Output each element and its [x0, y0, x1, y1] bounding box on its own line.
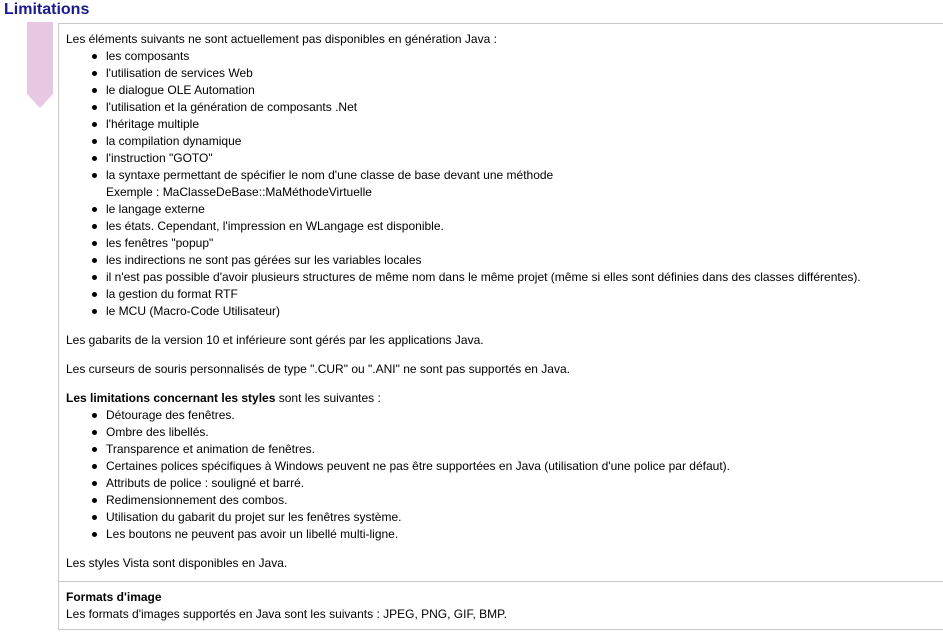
list-item: Les boutons ne peuvent pas avoir un libellé multi-ligne.: [106, 526, 943, 543]
list-item: Détourage des fenêtres.: [106, 407, 943, 424]
intro-text: Les éléments suivants ne sont actuellement pas disponibles en génération Java :: [66, 32, 497, 46]
list-item: les indirections ne sont pas gérées sur les variables locales: [106, 252, 943, 269]
cursors-note: Les curseurs de souris personnalisés de type ".CUR" ou ".ANI" ne sont pas supportés en Java.: [66, 362, 570, 376]
templates-note: Les gabarits de la version 10 et inférieure sont gérés par les applications Java.: [66, 333, 484, 347]
styles-heading: [66, 390, 943, 407]
list-item: Ombre des libellés.: [106, 424, 943, 441]
list-item: la compilation dynamique: [106, 133, 943, 150]
list-item: l'héritage multiple: [106, 116, 943, 133]
section-marker: [27, 22, 53, 108]
list-item: le dialogue OLE Automation: [106, 82, 943, 99]
list-item: l'instruction "GOTO": [106, 150, 943, 167]
image-formats-text: Les formats d'images supportés en Java sont les suivants : JPEG, PNG, GIF, BMP.: [66, 607, 507, 621]
example-line: Exemple : MaClasseDeBase::MaMéthodeVirtuelle: [106, 185, 372, 199]
list-item: les composants: [106, 48, 943, 65]
list-item: Redimensionnement des combos.: [106, 492, 943, 509]
list-item: Utilisation du gabarit du projet sur les fenêtres système.: [106, 509, 943, 526]
list-item: l'utilisation de services Web: [106, 65, 943, 82]
list-item: le MCU (Macro-Code Utilisateur): [106, 303, 943, 320]
list-item-text: la syntaxe permettant de spécifier le nom d'une classe de base devant une méthode: [106, 168, 554, 182]
list-item: [106, 167, 943, 201]
styles-heading-bold: Les limitations concernant les styles: [66, 391, 276, 405]
list-item: les fenêtres "popup": [106, 235, 943, 252]
list-item: le langage externe: [106, 201, 943, 218]
list-item: Transparence et animation de fenêtres.: [106, 441, 943, 458]
vista-note: Les styles Vista sont disponibles en Java.: [66, 556, 288, 570]
page-title: Limitations: [4, 1, 90, 18]
list-item: Attributs de police : souligné et barré.: [106, 475, 943, 492]
styles-heading-rest: sont les suivantes :: [275, 391, 381, 405]
list-item: les états. Cependant, l'impression en WLangage est disponible.: [106, 218, 943, 235]
list-item: il n'est pas possible d'avoir plusieurs structures de même nom dans le même projet (même si elles sont définies dans des classes différentes).: [106, 269, 943, 286]
list-item: Certaines polices spécifiques à Windows peuvent ne pas être supportées en Java (utilisation d'une police par défaut).: [106, 458, 943, 475]
content-panel: [58, 23, 943, 630]
list-item: l'utilisation et la génération de composants .Net: [106, 99, 943, 116]
list-item: la gestion du format RTF: [106, 286, 943, 303]
image-formats-heading: Formats d'image: [66, 590, 162, 604]
styles-list: [66, 407, 943, 543]
image-formats-section: [59, 581, 943, 623]
unavailable-list: [66, 48, 943, 320]
